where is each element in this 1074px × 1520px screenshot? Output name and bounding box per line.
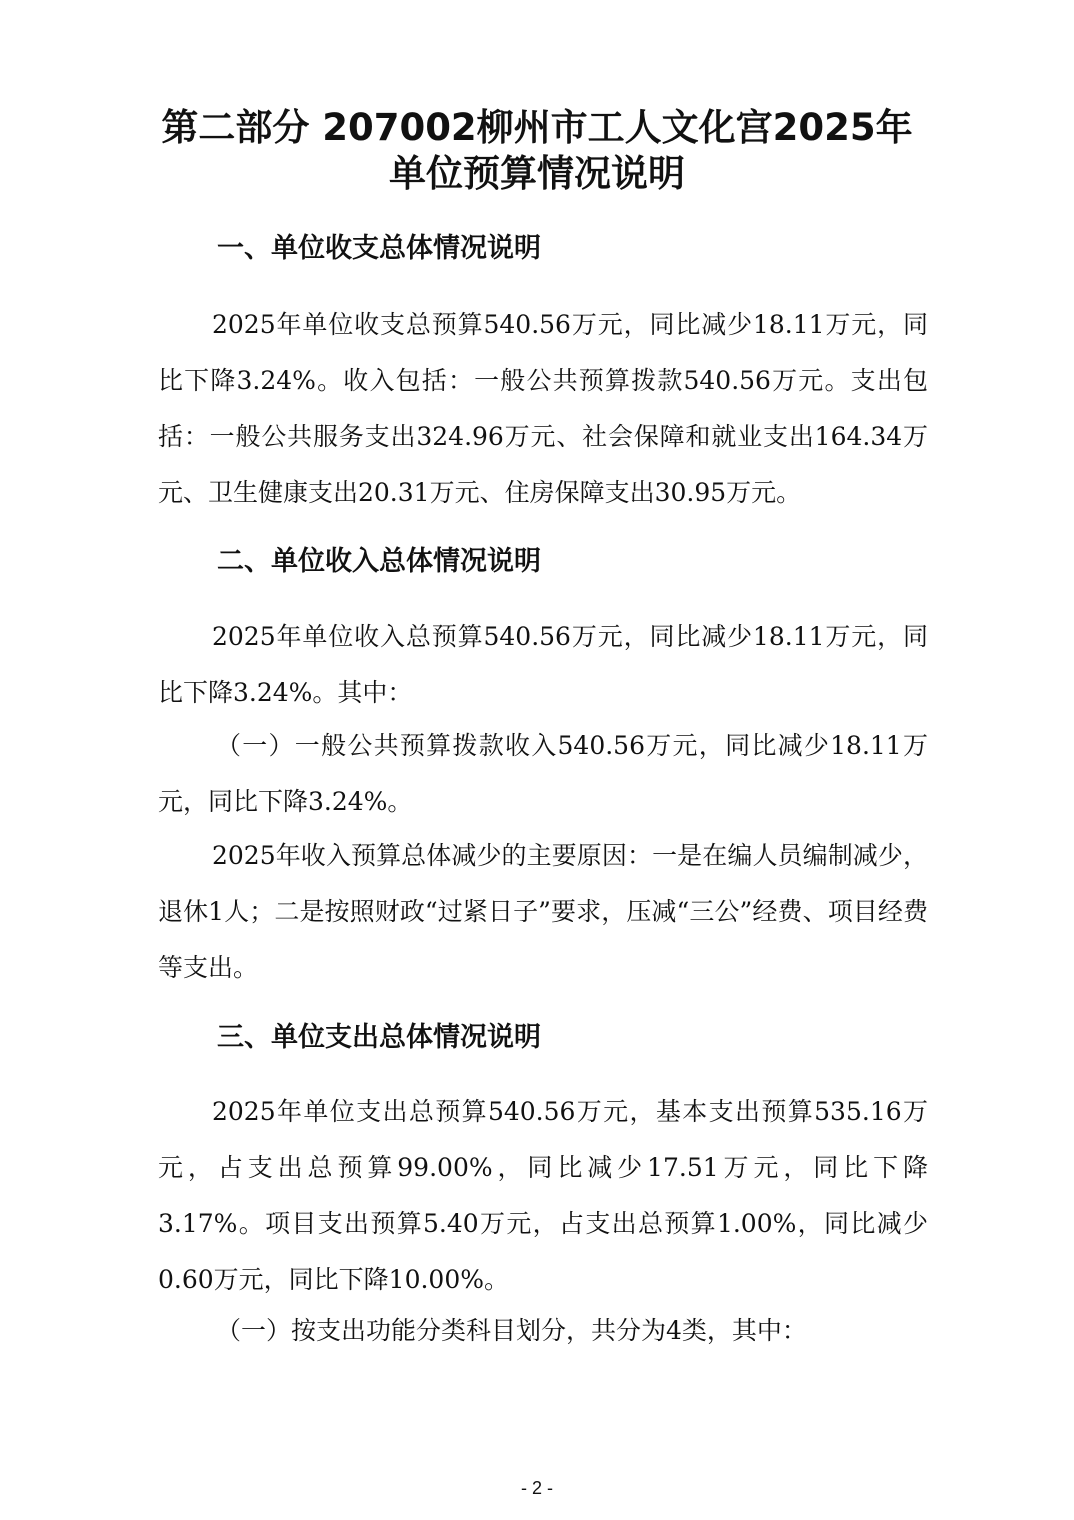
- section-2-paragraph-2: （一）一般公共预算拨款收入540.56万元，同比减少18.11万元，同比下降3.24%。: [158, 731, 928, 816]
- section-1-heading: 一、单位收支总体情况说明: [217, 233, 541, 264]
- section-2-paragraph-1: 2025年单位收入总预算540.56万元，同比减少18.11万元，同比下降3.24%。其中：: [158, 622, 928, 707]
- section-1-paragraph-1: 2025年单位收支总预算540.56万元，同比减少18.11万元，同比下降3.24%。收入包括：一般公共预算拨款540.56万元。支出包括：一般公共服务支出324.96万元、社会保障和就业支出164.34万元、卫生健康支出20.31万元、住房保障支出30.95万元。: [158, 310, 928, 507]
- page-number: - 2 -: [520, 1478, 553, 1498]
- document-title-line-2: 单位预算情况说明: [389, 152, 685, 195]
- section-2-paragraph-3: 2025年收入预算总体减少的主要原因：一是在编人员编制减少，退休1人；二是按照财政“过紧日子”要求，压减“三公”经费、项目经费等支出。: [158, 841, 928, 982]
- document-title-line-1: 第二部分 207002柳州市工人文化宫2025年: [161, 106, 913, 149]
- document-title: [0, 105, 1074, 197]
- section-3-paragraph-1: 2025年单位支出总预算540.56万元，基本支出预算535.16万元，占支出总预算99.00%，同比减少17.51万元，同比下降3.17%。项目支出预算5.40万元，占支出总预算1.00%，同比减少0.60万元，同比下降10.00%。: [158, 1097, 928, 1294]
- section-3-heading: 三、单位支出总体情况说明: [217, 1022, 541, 1053]
- section-2-heading: 二、单位收入总体情况说明: [217, 546, 541, 577]
- section-3-paragraph-2: （一）按支出功能分类科目划分，共分为4类，其中：: [216, 1316, 807, 1345]
